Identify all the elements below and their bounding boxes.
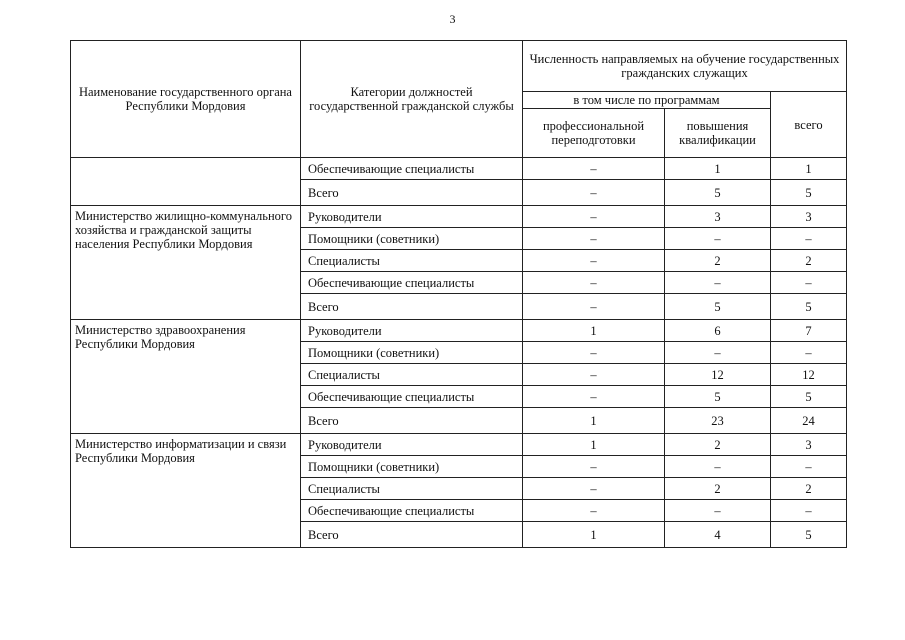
category-cell: Обеспечивающие специалисты (301, 272, 523, 294)
total-cell: 2 (771, 478, 847, 500)
category-cell: Помощники (советники) (301, 342, 523, 364)
retraining-cell: 1 (523, 320, 665, 342)
total-cell: 5 (771, 522, 847, 548)
org-name-cell: Министерство здравоохранения Республики Мордовия (71, 320, 301, 434)
retraining-cell: – (523, 478, 665, 500)
qualification-cell: – (665, 456, 771, 478)
qualification-cell: 5 (665, 294, 771, 320)
category-cell: Обеспечивающие специалисты (301, 386, 523, 408)
total-cell: – (771, 272, 847, 294)
category-cell: Помощники (советники) (301, 456, 523, 478)
total-cell: 1 (771, 158, 847, 180)
total-cell: 7 (771, 320, 847, 342)
qualification-cell: 3 (665, 206, 771, 228)
category-cell: Специалисты (301, 250, 523, 272)
retraining-cell: – (523, 158, 665, 180)
org-name-cell: Министерство жилищно-коммунального хозяйства и гражданской защиты населения Республики Мордовия (71, 206, 301, 320)
qualification-cell: – (665, 342, 771, 364)
header-total: всего (771, 92, 847, 158)
total-cell: 12 (771, 364, 847, 386)
retraining-cell: 1 (523, 434, 665, 456)
org-name-cell: Министерство информатизации и связи Республики Мордовия (71, 434, 301, 548)
total-cell: – (771, 500, 847, 522)
retraining-cell: – (523, 206, 665, 228)
header-programs: в том числе по программам (523, 92, 771, 109)
qualification-cell: 2 (665, 250, 771, 272)
qualification-cell: 23 (665, 408, 771, 434)
header-retraining: профессиональной переподготовки (523, 109, 665, 158)
total-cell: – (771, 342, 847, 364)
retraining-cell: – (523, 272, 665, 294)
total-cell: – (771, 228, 847, 250)
header-count: Численность направляемых на обучение государственных гражданских служащих (523, 41, 847, 92)
header-org: Наименование государственного органа Республики Мордовия (71, 41, 301, 158)
category-cell: Руководители (301, 320, 523, 342)
header-qualification: повышения квалификации (665, 109, 771, 158)
table-row (71, 434, 847, 456)
category-cell: Всего (301, 408, 523, 434)
table-row (71, 320, 847, 342)
total-cell: 5 (771, 180, 847, 206)
qualification-cell: 12 (665, 364, 771, 386)
table-row (71, 158, 847, 180)
category-cell: Помощники (советники) (301, 228, 523, 250)
category-cell: Специалисты (301, 478, 523, 500)
retraining-cell: – (523, 342, 665, 364)
page-number: 3 (449, 12, 456, 26)
qualification-cell: 5 (665, 180, 771, 206)
total-cell: – (771, 456, 847, 478)
retraining-cell: – (523, 228, 665, 250)
retraining-cell: – (523, 364, 665, 386)
total-cell: 24 (771, 408, 847, 434)
category-cell: Всего (301, 522, 523, 548)
category-cell: Специалисты (301, 364, 523, 386)
retraining-cell: 1 (523, 522, 665, 548)
total-cell: 5 (771, 294, 847, 320)
header-category: Категории должностей государственной гражданской службы (301, 41, 523, 158)
retraining-cell: – (523, 386, 665, 408)
retraining-cell: – (523, 180, 665, 206)
total-cell: 5 (771, 386, 847, 408)
total-cell: 2 (771, 250, 847, 272)
category-cell: Руководители (301, 206, 523, 228)
qualification-cell: 1 (665, 158, 771, 180)
retraining-cell: – (523, 294, 665, 320)
category-cell: Всего (301, 294, 523, 320)
category-cell: Всего (301, 180, 523, 206)
qualification-cell: 2 (665, 434, 771, 456)
qualification-cell: 5 (665, 386, 771, 408)
retraining-cell: 1 (523, 408, 665, 434)
org-name-cell (71, 158, 301, 206)
total-cell: 3 (771, 206, 847, 228)
retraining-cell: – (523, 456, 665, 478)
qualification-cell: 4 (665, 522, 771, 548)
table-row (71, 206, 847, 228)
retraining-cell: – (523, 250, 665, 272)
category-cell: Обеспечивающие специалисты (301, 500, 523, 522)
qualification-cell: – (665, 500, 771, 522)
total-cell: 3 (771, 434, 847, 456)
retraining-cell: – (523, 500, 665, 522)
qualification-cell: – (665, 228, 771, 250)
training-table (70, 40, 847, 548)
qualification-cell: – (665, 272, 771, 294)
category-cell: Обеспечивающие специалисты (301, 158, 523, 180)
qualification-cell: 6 (665, 320, 771, 342)
qualification-cell: 2 (665, 478, 771, 500)
category-cell: Руководители (301, 434, 523, 456)
